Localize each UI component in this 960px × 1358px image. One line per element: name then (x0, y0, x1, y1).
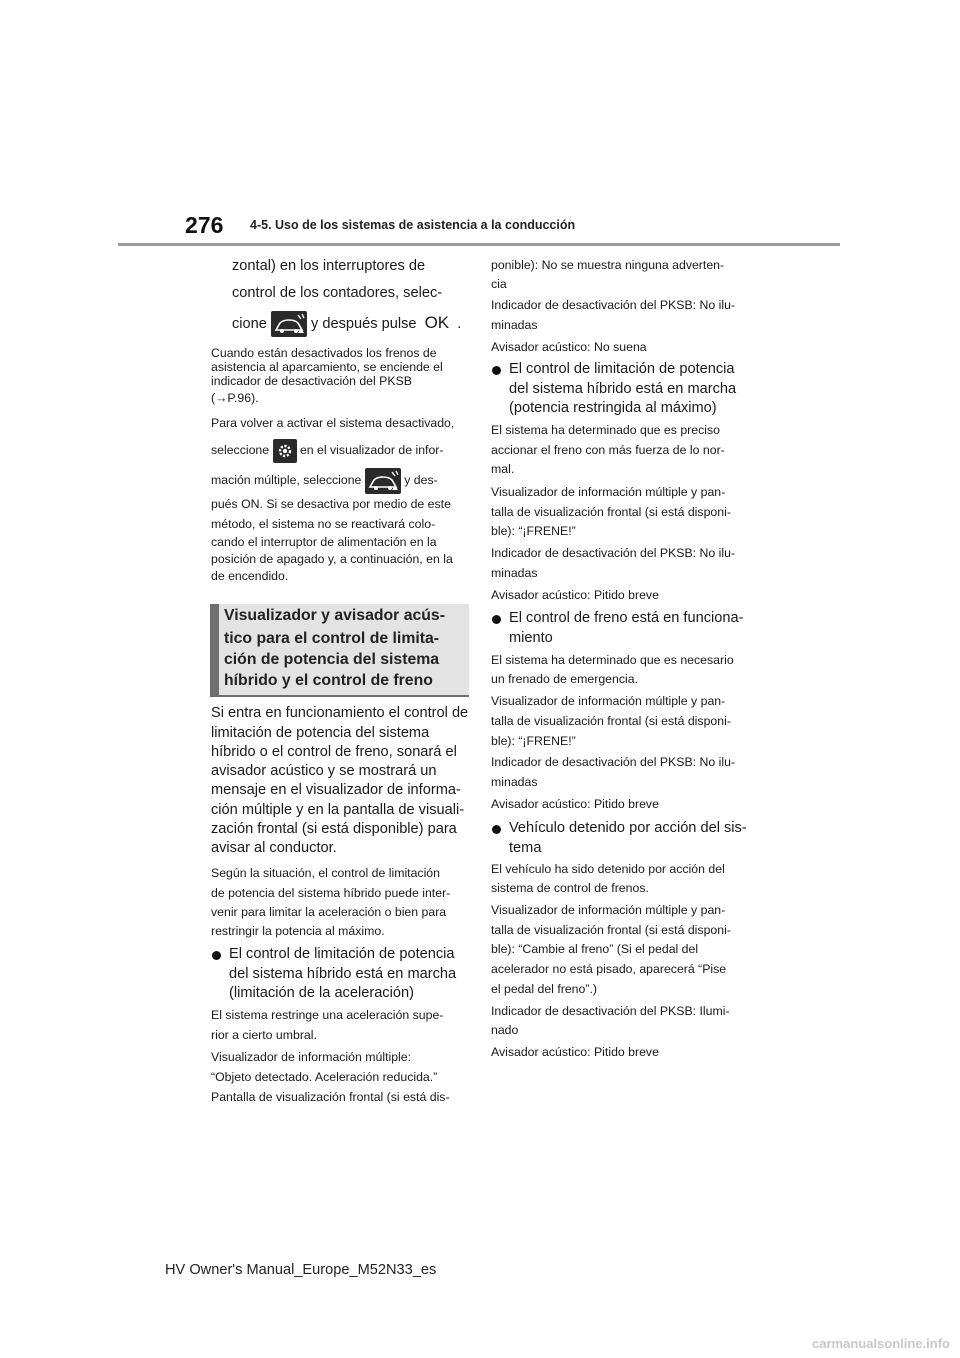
pksb-car-sonar-icon (365, 468, 401, 494)
small-line: Visualizador de información múltiple: (211, 1050, 412, 1064)
small-line: minadas (491, 566, 538, 580)
bullet-dot (212, 951, 221, 960)
intro-text: cione (232, 316, 267, 332)
section-title: tico para el control de limita- (224, 630, 440, 647)
bullet-dot (492, 825, 501, 834)
body-line: híbrido o el control de freno, sonará el (211, 744, 457, 760)
body-line: avisador acústico y se mostrará un (211, 763, 437, 779)
small-line: “Objeto detectado. Aceleración reducida.” (211, 1070, 438, 1084)
note-line: Para volver a activar el sistema desactivado, (211, 416, 455, 430)
note-text: en el visualizador de infor- (299, 443, 444, 457)
intro-line (232, 310, 461, 337)
small-line: nado (491, 1023, 519, 1037)
footer-manual-name: HV Owner's Manual_Europe_M52N33_es (165, 1262, 437, 1278)
bullet-title: tema (509, 840, 542, 856)
small-line: acelerador no está pisado, aparecerá “Pise (491, 962, 727, 976)
bullet-title: Vehículo detenido por acción del sis- (509, 820, 747, 836)
bullet-title: del sistema híbrido está en marcha (229, 966, 457, 982)
section-heading-rule (210, 695, 469, 697)
body-line: ción múltiple y en la pantalla de visuali- (211, 802, 465, 818)
bullet-title: (limitación de la aceleración) (229, 985, 414, 1001)
chapter-header: 4-5. Uso de los sistemas de asistencia a la conducción (250, 218, 576, 232)
bullet-title: (potencia restringida al máximo) (509, 400, 717, 416)
note-text: y des- (404, 473, 438, 487)
ok-button-symbol: OK (424, 313, 450, 332)
intro-line: zontal) en los interruptores de (232, 258, 426, 274)
header-rule (118, 243, 840, 246)
small-line: Avisador acústico: Pitido breve (491, 1045, 659, 1059)
bullet-dot (492, 366, 501, 375)
small-line: talla de visualización frontal (si está disponi- (491, 714, 731, 728)
small-line: El sistema ha determinado que es preciso (491, 423, 720, 437)
small-line: Visualizador de información múltiple y pan- (491, 903, 726, 917)
watermark: carmanualsonline.info (812, 1336, 950, 1351)
note-line: Cuando están desactivados los frenos de (211, 346, 437, 360)
small-line: Avisador acústico: Pitido breve (491, 588, 659, 602)
small-line: un frenado de emergencia. (491, 672, 638, 686)
small-line: el pedal del freno”.) (491, 982, 597, 996)
small-line: de potencia del sistema híbrido puede inter- (211, 886, 451, 900)
bullet-title: El control de limitación de potencia (229, 946, 455, 962)
note-line (211, 438, 444, 463)
small-line: mal. (491, 462, 515, 476)
intro-text: y después pulse (311, 316, 417, 332)
note-line: pués ON. Si se desactiva por medio de este (211, 497, 451, 511)
small-line: minadas (491, 775, 538, 789)
section-title: Visualizador y avisador acús- (224, 607, 445, 624)
bullet-title: miento (509, 630, 553, 646)
note-line: indicador de desactivación del PKSB (211, 374, 412, 388)
small-line: Indicador de desactivación del PKSB: Ilumi- (491, 1004, 730, 1018)
note-text: seleccione (211, 443, 270, 457)
note-line: asistencia al aparcamiento, se enciende el (211, 360, 443, 374)
note-text: mación múltiple, seleccione (211, 473, 362, 487)
small-line: Visualizador de información múltiple y pan- (491, 694, 726, 708)
body-line: avisar al conductor. (211, 840, 337, 856)
body-line: mensaje en el visualizador de informa- (211, 782, 461, 798)
small-line: Indicador de desactivación del PKSB: No ilu- (491, 298, 736, 312)
pksb-car-sonar-icon (271, 311, 307, 337)
small-line: minadas (491, 318, 538, 332)
small-line: rior a cierto umbral. (211, 1028, 317, 1042)
note-line: de encendido. (211, 569, 289, 583)
intro-line: control de los contadores, selec- (232, 285, 443, 301)
settings-gear-icon (273, 439, 297, 463)
bullet-dot (492, 615, 501, 624)
note-line: cando el interruptor de alimentación en la (211, 535, 437, 549)
small-line: restringir la potencia al máximo. (211, 924, 385, 938)
note-line: posición de apagado y, a continuación, en la (211, 552, 453, 566)
small-line: El sistema restringe una aceleración supe- (211, 1008, 444, 1022)
bullet-title: El control de freno está en funciona- (509, 610, 744, 626)
small-line: ble): “¡FRENE!” (491, 734, 576, 748)
bullet-title: del sistema híbrido está en marcha (509, 381, 737, 397)
note-line (211, 467, 438, 494)
small-line: talla de visualización frontal (si está disponi- (491, 505, 731, 519)
small-line: El sistema ha determinado que es necesario (491, 653, 734, 667)
section-heading-bar (210, 604, 219, 697)
small-line: ble): “¡FRENE!” (491, 524, 576, 538)
small-line: Indicador de desactivación del PKSB: No ilu- (491, 546, 736, 560)
body-line: limitación de potencia del sistema (211, 725, 430, 741)
bullet-title: El control de limitación de potencia (509, 361, 735, 377)
small-line: talla de visualización frontal (si está disponi- (491, 923, 731, 937)
small-line: accionar el freno con más fuerza de lo nor- (491, 443, 725, 457)
body-line: Si entra en funcionamiento el control de (211, 705, 469, 721)
page-number: 276 (185, 212, 224, 238)
small-line: Avisador acústico: Pitido breve (491, 797, 659, 811)
small-line: sistema de control de frenos. (491, 881, 649, 895)
small-line: cia (491, 277, 507, 291)
small-line: Visualizador de información múltiple y pan- (491, 485, 726, 499)
small-line: Según la situación, el control de limitación (211, 866, 440, 880)
note-line: (→P.96). (211, 391, 259, 405)
small-line: Avisador acústico: No suena (491, 340, 647, 354)
small-line: Pantalla de visualización frontal (si está dis- (211, 1090, 450, 1104)
small-line: El vehículo ha sido detenido por acción del (491, 862, 725, 876)
section-title: ción de potencia del sistema (224, 651, 440, 668)
small-line: ponible): No se muestra ninguna adverten- (491, 258, 725, 272)
section-title: híbrido y el control de freno (224, 672, 433, 689)
body-line: zación frontal (si está disponible) para (211, 821, 457, 837)
note-line: método, el sistema no se reactivará colo- (211, 517, 436, 531)
intro-text: . (457, 316, 462, 332)
small-line: ble): “Cambie al freno” (Si el pedal del (491, 942, 699, 956)
small-line: Indicador de desactivación del PKSB: No ilu- (491, 755, 736, 769)
small-line: venir para limitar la aceleración o bien para (211, 905, 447, 919)
